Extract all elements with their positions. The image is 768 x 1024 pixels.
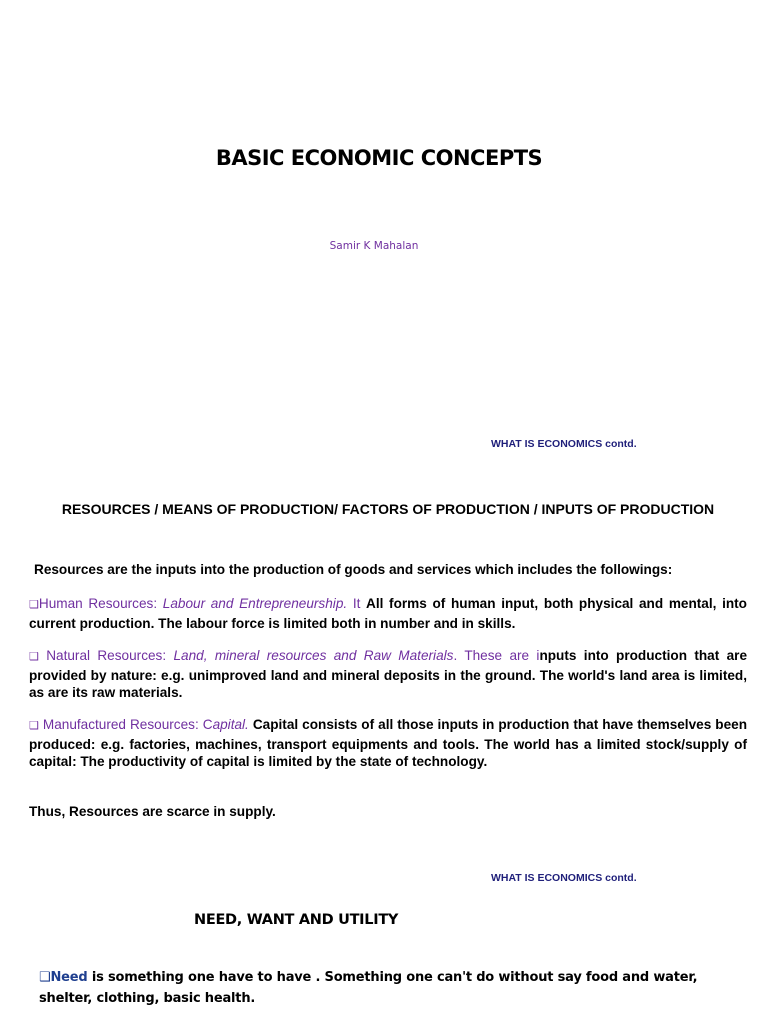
item-manufactured-resources (29, 716, 747, 771)
item-lead: It (347, 596, 367, 611)
need-text: is something one have to have . Something one can't do without say food and water, shelter, clothing, basic health. (39, 970, 698, 1006)
item-lead: . These are i (453, 648, 540, 663)
resources-heading: RESOURCES / MEANS OF PRODUCTION/ FACTORS OF PRODUCTION / INPUTS OF PRODUCTION (61, 501, 715, 517)
item-label: Manufactured Resources: C (38, 717, 213, 732)
item-natural-resources (29, 647, 747, 702)
need-want-utility-heading: NEED, WANT AND UTILITY (194, 912, 399, 928)
section-label: WHAT IS ECONOMICS contd. (491, 872, 637, 884)
resources-conclusion: Thus, Resources are scarce in supply. (29, 804, 276, 819)
item-text: nputs into production that are provided by nature: e.g. unimproved land and mineral deposits in the ground. The world's land area is limited, as are its raw materials. (29, 648, 748, 700)
checkbox-bullet-icon: ❑ (29, 651, 39, 663)
document-title: BASIC ECONOMIC CONCEPTS (215, 146, 543, 170)
item-italic: apital. (212, 717, 249, 732)
section-label-text: WHAT IS ECONOMICS contd (491, 872, 634, 884)
checkbox-bullet-icon: ❑ (29, 599, 39, 611)
item-text: All forms of human input, both physical and mental, into current production. The labour force is limited both in number and in skills. (29, 596, 747, 631)
checkbox-bullet-icon: ❑ (39, 970, 51, 985)
resources-intro: Resources are the inputs into the production of goods and services which includes the followings: (34, 562, 673, 577)
need-term: Need (50, 970, 88, 985)
item-label: Natural Resources: (38, 648, 174, 663)
item-label: Human Resources: (38, 596, 163, 611)
author-name: Samir K Mahalan (329, 240, 419, 252)
item-italic: Labour and Entrepreneurship. (162, 596, 348, 611)
item-italic: Land, mineral resources and Raw Materials (173, 648, 454, 663)
item-human-resources (29, 595, 747, 632)
item-text: Capital consists of all those inputs in production that have themselves been produced: e.g. factories, machines, transport equipments and tools. The world has a limited stock/supply of capital: The productivity of capital is limited by the state of technology. (29, 717, 747, 769)
section-label-text: WHAT IS ECONOMICS contd (491, 438, 634, 450)
checkbox-bullet-icon: ❑ (29, 720, 39, 732)
need-definition (39, 967, 739, 1009)
section-label: WHAT IS ECONOMICS contd. (491, 438, 637, 450)
